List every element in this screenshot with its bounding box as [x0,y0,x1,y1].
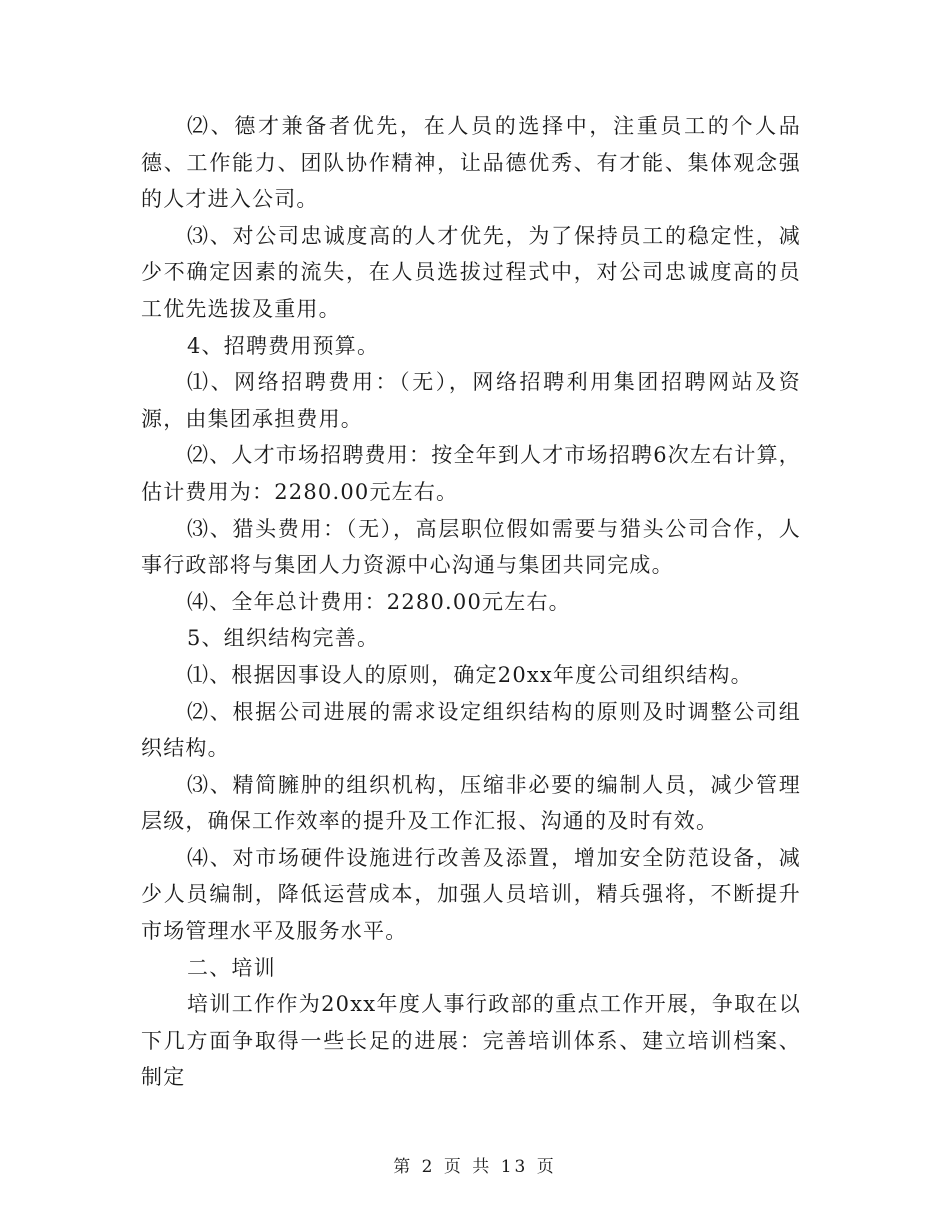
paragraph: 培训工作作为20xx年度人事行政部的重点工作开展，争取在以下几方面争取得一些长足的进展：完善培训体系、建立培训档案、制定 [141,992,801,1090]
paragraph: ⑷、全年总计费用：2280.00元左右。 [187,589,571,614]
paragraph: ⑵、根据公司进展的需求设定组织结构的原则及时调整公司组织结构。 [141,699,801,761]
paragraph: ⑴、根据因事设人的原则，确定20xx年度公司组织结构。 [187,662,753,687]
paragraph: ⑴、网络招聘费用：（无），网络招聘利用集团招聘网站及资源，由集团承担费用。 [141,370,801,431]
paragraph: ⑷、对市场硬件设施进行改善及添置，增加安全防范设备，减少人员编制，降低运营成本，加强人员培训，精兵强将，不断提升市场管理水平及服务水平。 [141,845,801,944]
paragraph: ⑵、德才兼备者优先，在人员的选择中，注重员工的个人品德、工作能力、团队协作精神，让品德优秀、有才能、集体观念强的人才进入公司。 [141,114,801,212]
paragraph: ⑶、猎头费用：（无），高层职位假如需要与猎头公司合作，人事行政部将与集团人力资源中心沟通与集团共同完成。 [141,516,801,578]
paragraph: ⑶、对公司忠诚度高的人才优先，为了保持员工的稳定性，减少不确定因素的流失，在人员选拔过程式中，对公司忠诚度高的员工优先选拔及重用。 [141,223,801,321]
section-heading: 5、组织结构完善。 [187,626,380,651]
section-heading: 二、培训 [187,955,276,980]
section-heading: 4、招聘费用预算。 [187,333,380,358]
paragraph: ⑶、精简臃肿的组织机构，压缩非必要的编制人员，减少管理层级，确保工作效率的提升及工作汇报、沟通的及时有效。 [141,772,801,834]
page-number-footer: 第 2 页 共 13 页 [393,1157,557,1177]
paragraph: ⑵、人才市场招聘费用：按全年到人才市场招聘6次左右计算，估计费用为：2280.00元左右。 [141,443,801,504]
document-body [141,108,801,1096]
